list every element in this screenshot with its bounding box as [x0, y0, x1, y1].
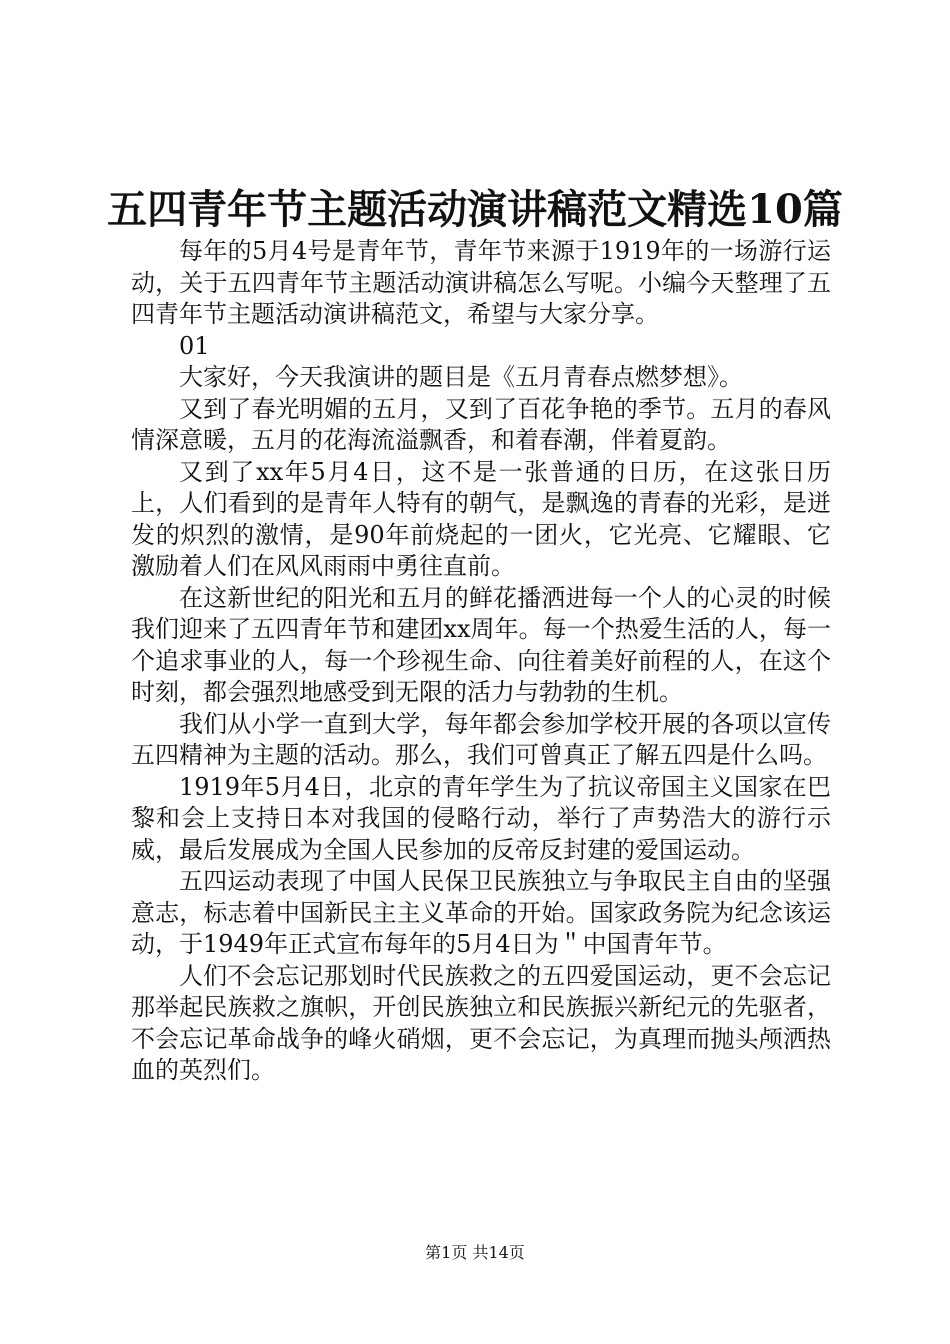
paragraph: 五四运动表现了中国人民保卫民族独立与争取民主自由的坚强意志，标志着中国新民主主义革命的开始。国家政务院为纪念该运动，于1949年正式宣布每年的5月4日为＂中国青年节。 [131, 867, 831, 958]
paragraph: 大家好，今天我演讲的题目是《五月青春点燃梦想》。 [179, 363, 743, 391]
paragraph: 人们不会忘记那划时代民族救之的五四爱国运动，更不会忘记那举起民族救之旗帜，开创民族独立和民族振兴新纪元的先驱者，不会忘记革命战争的峰火硝烟，更不会忘记，为真理而抛头颅洒热血的英烈们。 [131, 961, 831, 1084]
page-number-footer: 第1页 共14页 [425, 1243, 525, 1262]
paragraph: 又到了xx年5月4日，这不是一张普通的日历，在这张日历上，人们看到的是青年人特有的朝气，是飘逸的青春的光彩，是迸发的炽烈的激情，是90年前烧起的一团火，它光亮、它耀眼、它激励着人们在风风雨雨中勇往直前。 [131, 457, 831, 580]
section-number: 01 [179, 331, 210, 360]
paragraph: 我们从小学一直到大学，每年都会参加学校开展的各项以宣传五四精神为主题的活动。那么，我们可曾真正了解五四是什么吗。 [131, 709, 831, 769]
paragraph: 1919年5月4日，北京的青年学生为了抗议帝国主义国家在巴黎和会上支持日本对我国的侵略行动，举行了声势浩大的游行示威，最后发展成为全国人民参加的反帝反封建的爱国运动。 [131, 772, 831, 864]
paragraph: 在这新世纪的阳光和五月的鲜花播洒进每一个人的心灵的时候我们迎来了五四青年节和建团xx周年。每一个热爱生活的人，每一个追求事业的人，每一个珍视生命、向往着美好前程的人，在这个时刻，都会强烈地感受到无限的活力与勃勃的生机。 [131, 583, 831, 706]
paragraph: 又到了春光明媚的五月，又到了百花争艳的季节。五月的春风情深意暖，五月的花海流溢飘香，和着春潮，伴着夏韵。 [131, 394, 831, 454]
document-title: 五四青年节主题活动演讲稿范文精选10篇 [107, 186, 843, 233]
paragraph: 每年的5月4号是青年节，青年节来源于1919年的一场游行运动，关于五四青年节主题活动演讲稿怎么写呢。小编今天整理了五四青年节主题活动演讲稿范文，希望与大家分享。 [131, 237, 831, 328]
document-body [131, 236, 831, 1087]
